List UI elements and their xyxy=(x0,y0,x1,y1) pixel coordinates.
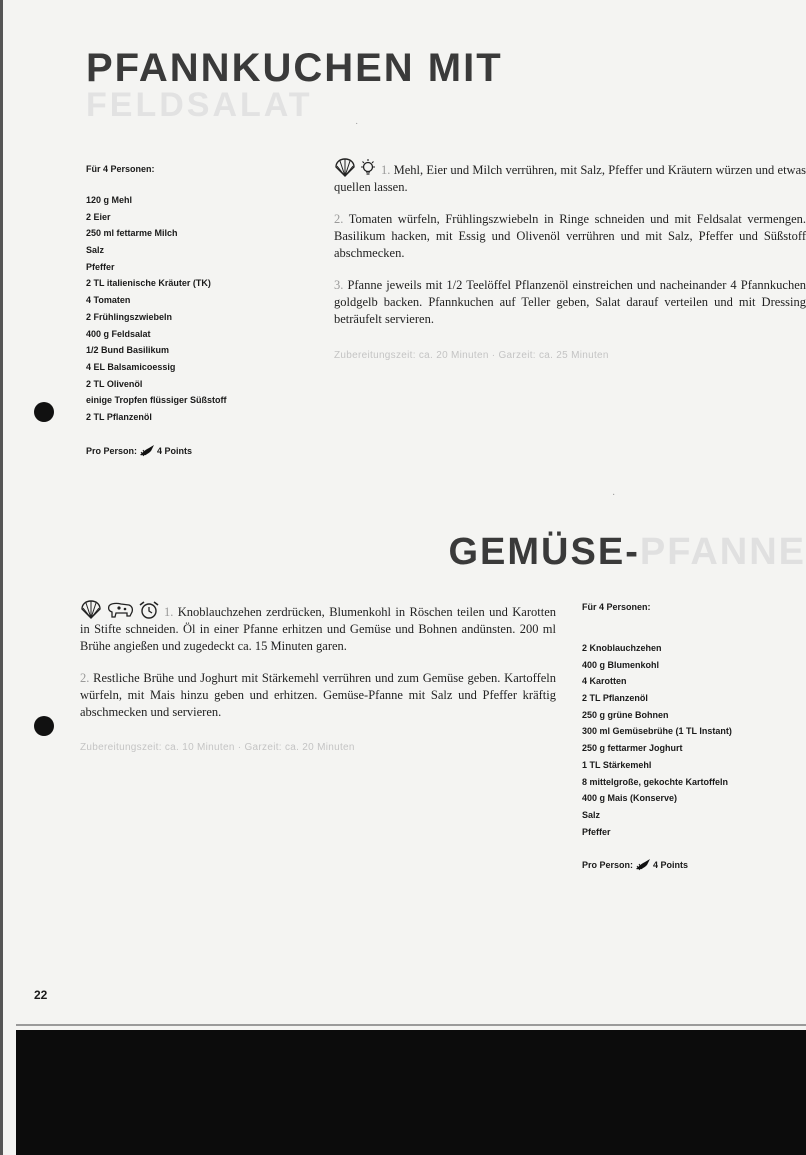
ingredient-item: 2 TL Pflanzenöl xyxy=(582,693,648,704)
ingredient-item: Salz xyxy=(582,809,601,820)
ingredient-item: 2 TL italienische Kräuter (TK) xyxy=(86,278,211,289)
ingredient-item: 120 g Mehl xyxy=(86,195,133,205)
leaf-icon xyxy=(139,444,155,458)
points-value: 4 Points xyxy=(653,860,689,870)
ingredient-item: 8 mittelgroße, gekochte Kartoffeln xyxy=(582,776,729,787)
recipe2-title xyxy=(449,533,806,571)
recipe2-points xyxy=(582,858,688,872)
recipe1-title: PFANNKUCHEN MIT xyxy=(86,46,503,90)
step-text: Pfanne jeweils mit 1/2 Teelöffel Pflanzenöl einstreichen und nacheinander 4 Pfannkuchen goldgelb backen. Pfannkuchen auf Teller geben, Salat darauf verteilen und mit Dressing beträufelt servieren. xyxy=(334,278,806,326)
ingredient-item: 2 Knoblauchzehen xyxy=(582,643,662,653)
ingredient-item: 4 EL Balsamicoessig xyxy=(86,361,176,372)
ingredient-item: 250 g grüne Bohnen xyxy=(582,709,669,720)
recipe1-ingredient-list xyxy=(86,192,227,426)
recipe1-time: Zubereitungszeit: ca. 20 Minuten · Garzeit: ca. 25 Minuten xyxy=(334,350,609,361)
ingredient-item: 2 Eier xyxy=(86,211,111,222)
step-text: Mehl, Eier und Milch verrühren, mit Salz, Pfeffer und Kräutern würzen und etwas quellen lassen. xyxy=(334,163,806,194)
step-number: 1. xyxy=(164,605,178,619)
recipe1-subtitle: FELDSALAT xyxy=(86,86,313,124)
points-value: 4 Points xyxy=(157,446,193,456)
instruction-step xyxy=(80,670,556,721)
page-number: 22 xyxy=(34,988,48,1002)
ingredient-item: 1/2 Bund Basilikum xyxy=(86,345,170,356)
cow-icon xyxy=(105,600,135,620)
recipe2-servings: Für 4 Personen: xyxy=(582,602,651,612)
ingredient-item: 4 Karotten xyxy=(582,676,627,687)
step-text: Tomaten würfeln, Frühlingszwiebeln in Ringe schneiden und mit Feldsalat vermengen. Basilikum hacken, mit Essig und Olivenöl verrühren und mit Salz, Pfeffer und Süßstoff abschmecken. xyxy=(334,212,806,260)
ingredient-item: 400 g Mais (Konserve) xyxy=(582,793,678,804)
recipe-icons xyxy=(80,600,160,620)
recipe2-ingredient-list xyxy=(582,640,732,840)
ingredient-item: 250 ml fettarme Milch xyxy=(86,228,178,239)
recipe2-title-dark: GEMÜSE- xyxy=(448,531,640,573)
instruction-step xyxy=(80,600,556,655)
ingredient-item: 2 TL Olivenöl xyxy=(86,378,143,389)
recipe2-time: Zubereitungszeit: ca. 10 Minuten · Garzeit: ca. 20 Minuten xyxy=(80,742,355,753)
ingredient-item: Pfeffer xyxy=(582,826,611,837)
step-number: 1. xyxy=(381,163,394,177)
ingredient-item: 2 TL Pflanzenöl xyxy=(86,411,152,422)
step-text: Restliche Brühe und Joghurt mit Stärkemehl verrühren und zum Gemüse geben. Kartoffeln würfeln, mit Mais hinzu geben und erhitzen. Gemüse-Pfanne mit Salz und Pfeffer kräftig abschmecken und servieren. xyxy=(80,671,557,719)
step-number: 2. xyxy=(334,212,349,226)
ingredient-item: 1 TL Stärkemehl xyxy=(582,759,652,770)
points-label: Pro Person: xyxy=(582,860,634,870)
ingredient-item: einige Tropfen flüssiger Süßstoff xyxy=(86,395,227,406)
recipe-icons xyxy=(334,158,377,178)
page-binding-edge xyxy=(0,0,3,1155)
print-speck: · xyxy=(612,490,616,501)
instruction-step xyxy=(334,158,806,196)
instruction-step xyxy=(334,277,806,328)
punch-hole xyxy=(34,716,54,736)
recipe1-points xyxy=(86,444,192,458)
instruction-step xyxy=(334,211,806,262)
recipe1-servings: Für 4 Personen: xyxy=(86,164,155,174)
recipe2-instructions xyxy=(80,600,556,736)
ingredient-item: 300 ml Gemüsebrühe (1 TL Instant) xyxy=(582,726,732,737)
shell-icon xyxy=(80,600,102,620)
print-speck: ˙ xyxy=(355,122,359,133)
ingredient-item: 2 Frühlingszwiebeln xyxy=(86,311,173,322)
points-label: Pro Person: xyxy=(86,446,138,456)
ingredient-item: Pfeffer xyxy=(86,261,115,272)
step-number: 2. xyxy=(80,671,94,685)
punch-hole xyxy=(34,402,54,422)
step-number: 3. xyxy=(334,278,348,292)
alarm-clock-icon xyxy=(138,600,160,620)
leaf-icon xyxy=(635,858,651,872)
scan-dark-band xyxy=(16,1030,806,1155)
ingredient-item: Salz xyxy=(86,245,105,256)
shell-icon xyxy=(334,158,356,178)
step-text: Knoblauchzehen zerdrücken, Blumenkohl in Röschen teilen und Karotten in Stifte schneiden. Öl in einer Pfanne erhitzen und Gemüse und Bohnen andünsten. 200 ml Brühe angießen und zugedeckt ca. 15 Minuten garen. xyxy=(80,605,556,653)
ingredient-item: 400 g Feldsalat xyxy=(86,328,151,339)
ingredient-item: 400 g Blumenkohl xyxy=(582,659,660,670)
recipe1-instructions xyxy=(334,158,806,343)
ingredient-item: 250 g fettarmer Joghurt xyxy=(582,743,683,754)
page-bottom-rule xyxy=(16,1024,806,1026)
recipe2-title-light: PFANNE xyxy=(639,531,806,573)
lightbulb-icon xyxy=(359,158,377,178)
ingredient-item: 4 Tomaten xyxy=(86,295,131,306)
